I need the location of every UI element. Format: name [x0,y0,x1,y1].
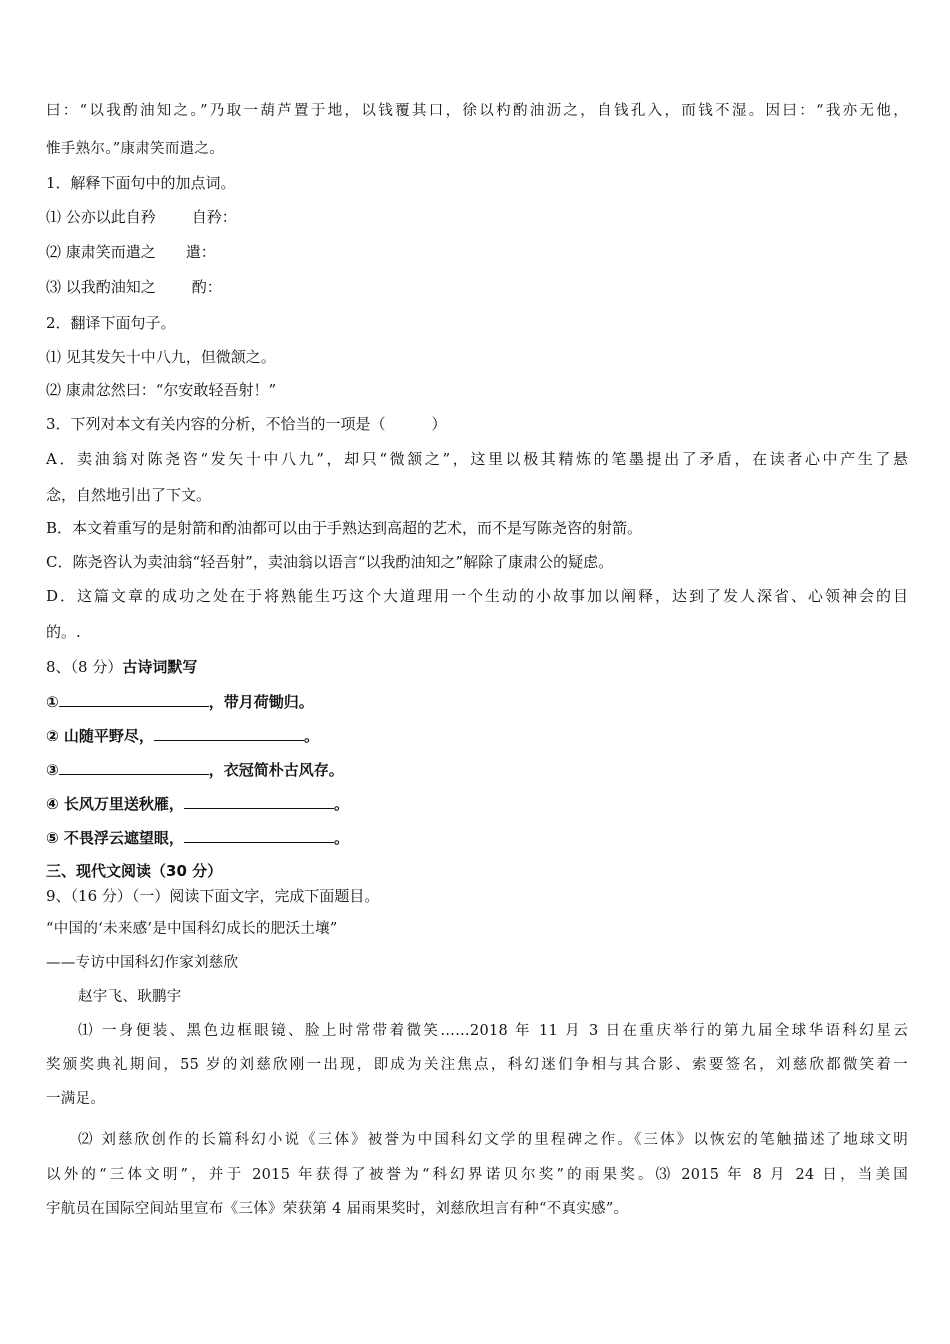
q8-line-1 [46,691,314,712]
q8-line-5-end: 。 [333,829,349,847]
q8-line-4-text: ④ 长风万里送秋雁， [46,795,184,813]
q2-stem: 2．翻译下面句子。 [46,314,176,332]
article-p1-line-2: 奖颁奖典礼期间，55 岁的刘慈欣刚一出现，即成为关注焦点，科幻迷们争相与其合影、索要签名，刘慈欣都微笑着一 [46,1057,908,1073]
passage-line-2: 惟手熟尔。”康肃笑而遣之。 [46,141,225,157]
q8-line-3 [46,759,344,780]
q8-line-3-marker: ③ [46,761,59,779]
q8-line-1-text: ，带月荷锄归。 [208,693,314,711]
q3-option-d-line-1: D．这篇文章的成功之处在于将熟能生巧这个大道理用一个生动的小故事加以阐释，达到了发人深省、心领神会的目 [46,587,908,605]
passage-line-1: 曰：“以我酌油知之。”乃取一葫芦置于地，以钱覆其口，徐以杓酌油沥之，自钱孔入，而钱不湿。因曰：“我亦无他， [46,103,908,119]
q8-line-3-text: ，衣冠简朴古风存。 [208,761,344,779]
article-title: “中国的‘未来感’是中国科幻成长的肥沃土壤” [46,921,338,937]
article-p2-line-2: 以外的“三体文明”，并于 2015 年获得了被誉为“科幻界诺贝尔奖”的雨果奖。⑶ 2015 年 8 月 24 日，当美国 [46,1167,908,1183]
q8-blank-4[interactable] [184,793,334,809]
q8-blank-5[interactable] [184,827,334,843]
q1-item-2 [46,242,216,262]
q3-option-c: C．陈尧咨认为卖油翁“轻吾射”，卖油翁以语言“以我酌油知之”解除了康肃公的疑虑。 [46,553,614,571]
q8-line-2-text: ② 山随平野尽， [46,727,154,745]
q8-line-4 [46,793,349,814]
q8-line-2 [46,725,319,746]
article-p1-line-3: 一满足。 [46,1091,106,1107]
q8-title: 古诗词默写 [122,658,198,676]
q8-line-4-end: 。 [333,795,349,813]
q8-blank-3[interactable] [59,759,209,775]
q3-option-a-line-1: A．卖油翁对陈尧咨“发矢十中八九”，却只“微颔之”，这里以极其精炼的笔墨提出了矛盾，在读者心中产生了悬 [46,450,908,468]
q1-item-1-sentence: ⑴ 公亦以此自矜 [46,208,156,226]
q1-item-2-sentence: ⑵ 康肃笑而遣之 [46,243,156,261]
q8-line-5 [46,827,349,848]
q8-blank-2[interactable] [154,725,304,741]
q3-option-a-line-2: 念，自然地引出了下文。 [46,486,212,504]
q1-item-3-sentence: ⑶ 以我酌油知之 [46,278,156,296]
q8-number: 8、（8 分） [46,658,123,676]
q1-stem: 1．解释下面句中的加点词。 [46,174,236,192]
q3-stem-text: 3．下列对本文有关内容的分析，不恰当的一项是（ [46,415,386,433]
q1-item-1-word: 自矜： [191,208,237,226]
q2-item-1: ⑴ 见其发矢十中八九，但微颔之。 [46,348,276,366]
article-p1-line-1: ⑴ 一身便装、黑色边框眼镜、脸上时常带着微笑……2018 年 11 月 3 日在重庆举行的第九届全球华语科幻星云 [78,1023,908,1039]
article-p2-line-3: 宇航员在国际空间站里宣布《三体》荣获第 4 届雨果奖时，刘慈欣坦言有种“不真实感”。 [46,1201,629,1217]
q3-stem [46,414,447,434]
q1-item-1 [46,207,237,227]
q8-heading [46,657,197,677]
q8-blank-1[interactable] [59,691,209,707]
article-authors: 赵宇飞、耿鹏宇 [78,989,182,1005]
q3-option-b: B．本文着重写的是射箭和酌油都可以由于手熟达到高超的艺术，而不是写陈尧咨的射箭。 [46,519,643,537]
q8-line-2-end: 。 [303,727,319,745]
q3-option-d-line-2: 的。. [46,623,81,641]
q8-line-5-text: ⑤ 不畏浮云遮望眼， [46,829,184,847]
q1-item-3 [46,277,222,297]
q1-item-3-word: 酌： [191,278,222,296]
article-subtitle: ——专访中国科幻作家刘慈欣 [46,955,239,971]
q9-stem: 9、（16 分）（一）阅读下面文字，完成下面题目。 [46,887,380,905]
q2-item-2: ⑵ 康肃忿然曰：“尔安敢轻吾射！” [46,381,277,399]
q3-stem-close: ） [431,415,447,433]
q1-item-2-word: 遣： [185,243,216,261]
article-p2-line-1: ⑵ 刘慈欣创作的长篇科幻小说《三体》被誉为中国科幻文学的里程碑之作。《三体》以恢宏的笔触描述了地球文明 [78,1132,908,1148]
q8-line-1-marker: ① [46,693,59,711]
section-3-heading: 三、现代文阅读（30 分） [46,862,223,880]
